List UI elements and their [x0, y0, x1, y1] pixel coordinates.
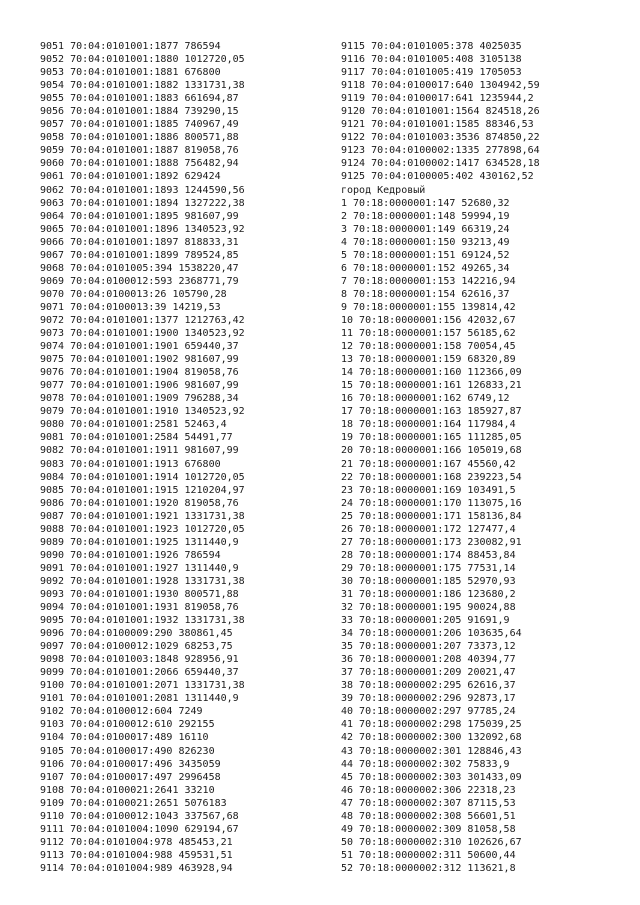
cadastral-row: 9062 70:04:0101001:1893 1244590,56	[40, 184, 245, 196]
cadastral-row: 15 70:18:0000001:161 126833,21	[341, 380, 522, 392]
cadastral-row: 13 70:18:0000001:159 68320,89	[341, 354, 516, 366]
left-column	[40, 40, 330, 875]
cadastral-row: 9063 70:04:0101001:1894 1327222,38	[40, 197, 245, 209]
cadastral-row: 9114 70:04:0101004:989 463928,94	[40, 862, 233, 874]
cadastral-row: 29 70:18:0000001:175 77531,14	[341, 562, 516, 574]
cadastral-row: 9121 70:04:0101001:1585 88346,53	[341, 119, 534, 131]
cadastral-row: 4 70:18:0000001:150 93213,49	[341, 236, 510, 248]
cadastral-row: 9108 70:04:0100021:2641 33210	[40, 784, 215, 796]
cadastral-row: 9053 70:04:0101001:1881 676800	[40, 67, 221, 79]
cadastral-row: 9095 70:04:0101001:1932 1331731,38	[40, 615, 245, 627]
cadastral-row: 5 70:18:0000001:151 69124,52	[341, 249, 510, 261]
cadastral-row: 9092 70:04:0101001:1928 1331731,38	[40, 575, 245, 587]
cadastral-row: 9097 70:04:0100012:1029 68253,75	[40, 641, 233, 653]
cadastral-row: 9085 70:04:0101001:1915 1210204,97	[40, 484, 245, 496]
cadastral-row: 1 70:18:0000001:147 52680,32	[341, 197, 510, 209]
cadastral-row: 9103 70:04:0100012:610 292155	[40, 719, 215, 731]
cadastral-row: 9106 70:04:0100017:496 3435059	[40, 758, 221, 770]
cadastral-row: 9088 70:04:0101001:1923 1012720,05	[40, 523, 245, 535]
cadastral-row: 9117 70:04:0101005:419 1705053	[341, 67, 522, 79]
cadastral-row: 33 70:18:0000001:205 91691,9	[341, 615, 510, 627]
cadastral-row: 9090 70:04:0101001:1926 786594	[40, 549, 221, 561]
cadastral-row: 9102 70:04:0100012:604 7249	[40, 706, 203, 718]
cadastral-row: 21 70:18:0000001:167 45560,42	[341, 458, 516, 470]
cadastral-row: 9105 70:04:0100017:490 826230	[40, 745, 215, 757]
cadastral-row: 9081 70:04:0101001:2584 54491,77	[40, 432, 233, 444]
cadastral-row: 7 70:18:0000001:153 142216,94	[341, 275, 516, 287]
cadastral-row: 28 70:18:0000001:174 88453,84	[341, 549, 516, 561]
cadastral-row: 9055 70:04:0101001:1883 661694,87	[40, 93, 239, 105]
cadastral-row: 9076 70:04:0101001:1904 819058,76	[40, 367, 239, 379]
cadastral-row: 51 70:18:0000002:311 50600,44	[341, 849, 516, 861]
cadastral-row: 6 70:18:0000001:152 49265,34	[341, 262, 510, 274]
cadastral-row: 9111 70:04:0101004:1090 629194,67	[40, 823, 239, 835]
cadastral-row: 9104 70:04:0100017:489 16110	[40, 732, 209, 744]
cadastral-row: 9089 70:04:0101001:1925 1311440,9	[40, 536, 239, 548]
cadastral-row: 8 70:18:0000001:154 62616,37	[341, 288, 510, 300]
cadastral-row: 9 70:18:0000001:155 139814,42	[341, 301, 516, 313]
cadastral-row: 9071 70:04:0100013:39 14219,53	[40, 301, 221, 313]
cadastral-row: 9101 70:04:0101001:2081 1311440,9	[40, 693, 239, 705]
cadastral-row: 32 70:18:0000001:195 90024,88	[341, 602, 516, 614]
cadastral-row: 34 70:18:0000001:206 103635,64	[341, 628, 522, 640]
cadastral-row: 9109 70:04:0100021:2651 5076183	[40, 797, 227, 809]
cadastral-row: 45 70:18:0000002:303 301433,09	[341, 771, 522, 783]
cadastral-row: 9094 70:04:0101001:1931 819058,76	[40, 602, 239, 614]
cadastral-row: 25 70:18:0000001:171 158136,84	[341, 510, 522, 522]
cadastral-row: 9113 70:04:0101004:988 459531,51	[40, 849, 233, 861]
cadastral-row: 10 70:18:0000001:156 42032,67	[341, 314, 516, 326]
cadastral-row: 9086 70:04:0101001:1920 819058,76	[40, 497, 239, 509]
cadastral-row: 24 70:18:0000001:170 113075,16	[341, 497, 522, 509]
right-column	[341, 40, 626, 875]
cadastral-row: 9091 70:04:0101001:1927 1311440,9	[40, 562, 239, 574]
cadastral-row: 35 70:18:0000001:207 73373,12	[341, 641, 516, 653]
cadastral-row: 11 70:18:0000001:157 56185,62	[341, 328, 516, 340]
cadastral-row: 36 70:18:0000001:208 40394,77	[341, 654, 516, 666]
cadastral-row: 9051 70:04:0101001:1877 786594	[40, 41, 221, 52]
cadastral-row: 9066 70:04:0101001:1897 818833,31	[40, 236, 239, 248]
cadastral-row: 27 70:18:0000001:173 230082,91	[341, 536, 522, 548]
cadastral-row: 9110 70:04:0100012:1043 337567,68	[40, 810, 239, 822]
cadastral-row: 46 70:18:0000002:306 22318,23	[341, 784, 516, 796]
cadastral-row: 2 70:18:0000001:148 59994,19	[341, 210, 510, 222]
cadastral-row: 9075 70:04:0101001:1902 981607,99	[40, 354, 239, 366]
cadastral-row: 9069 70:04:0100012:593 2368771,79	[40, 275, 239, 287]
cadastral-row: 9115 70:04:0101005:378 4025035	[341, 41, 522, 52]
cadastral-row: 9064 70:04:0101001:1895 981607,99	[40, 210, 239, 222]
cadastral-row: 49 70:18:0000002:309 81058,58	[341, 823, 516, 835]
cadastral-row: 9080 70:04:0101001:2581 52463,4	[40, 419, 227, 431]
cadastral-row: 52 70:18:0000002:312 113621,8	[341, 862, 516, 874]
cadastral-row: 9073 70:04:0101001:1900 1340523,92	[40, 328, 245, 340]
cadastral-row: 22 70:18:0000001:168 239223,54	[341, 471, 522, 483]
cadastral-row: 9096 70:04:0100009:290 380861,45	[40, 628, 233, 640]
cadastral-row: 9107 70:04:0100017:497 2996458	[40, 771, 221, 783]
cadastral-row: 9119 70:04:0100017:641 1235944,2	[341, 93, 534, 105]
cadastral-row: 40 70:18:0000002:297 97785,24	[341, 706, 516, 718]
cadastral-row: 9112 70:04:0101004:978 485453,21	[40, 836, 233, 848]
cadastral-row: 42 70:18:0000002:300 132092,68	[341, 732, 522, 744]
cadastral-row: 50 70:18:0000002:310 102626,67	[341, 836, 522, 848]
cadastral-row: 9083 70:04:0101001:1913 676800	[40, 458, 221, 470]
section-heading: город Кедровый	[341, 184, 426, 196]
cadastral-row: 18 70:18:0000001:164 117984,4	[341, 419, 516, 431]
cadastral-row: 9060 70:04:0101001:1888 756482,94	[40, 158, 239, 170]
cadastral-row: 9065 70:04:0101001:1896 1340523,92	[40, 223, 245, 235]
cadastral-row: 37 70:18:0000001:209 20021,47	[341, 667, 516, 679]
cadastral-row: 17 70:18:0000001:163 185927,87	[341, 406, 522, 418]
cadastral-row: 38 70:18:0000002:295 62616,37	[341, 680, 516, 692]
cadastral-row: 9099 70:04:0101001:2066 659440,37	[40, 667, 239, 679]
cadastral-row: 20 70:18:0000001:166 105019,68	[341, 445, 522, 457]
cadastral-row: 12 70:18:0000001:158 70054,45	[341, 341, 516, 353]
cadastral-row: 9067 70:04:0101001:1899 789524,85	[40, 249, 239, 261]
cadastral-row: 9079 70:04:0101001:1910 1340523,92	[40, 406, 245, 418]
cadastral-row: 9056 70:04:0101001:1884 739290,15	[40, 106, 239, 118]
cadastral-row: 31 70:18:0000001:186 123680,2	[341, 588, 516, 600]
cadastral-row: 9074 70:04:0101001:1901 659440,37	[40, 341, 239, 353]
cadastral-row: 19 70:18:0000001:165 111285,05	[341, 432, 522, 444]
cadastral-row: 9052 70:04:0101001:1880 1012720,05	[40, 54, 245, 66]
cadastral-row: 9122 70:04:0101003:3536 874850,22	[341, 132, 540, 144]
cadastral-row: 9124 70:04:0100002:1417 634528,18	[341, 158, 540, 170]
cadastral-row: 9068 70:04:0101005:394 1538220,47	[40, 262, 239, 274]
cadastral-row: 9057 70:04:0101001:1885 740967,49	[40, 119, 239, 131]
cadastral-row: 9123 70:04:0100002:1335 277898,64	[341, 145, 540, 157]
cadastral-row: 9078 70:04:0101001:1909 796288,34	[40, 393, 239, 405]
cadastral-row: 30 70:18:0000001:185 52970,93	[341, 575, 516, 587]
cadastral-row: 9118 70:04:0100017:640 1304942,59	[341, 80, 540, 92]
cadastral-row: 41 70:18:0000002:298 175039,25	[341, 719, 522, 731]
cadastral-row: 9120 70:04:0101001:1564 824518,26	[341, 106, 540, 118]
cadastral-row: 9087 70:04:0101001:1921 1331731,38	[40, 510, 245, 522]
cadastral-row: 3 70:18:0000001:149 66319,24	[341, 223, 510, 235]
cadastral-row: 39 70:18:0000002:296 92873,17	[341, 693, 516, 705]
cadastral-row: 23 70:18:0000001:169 103491,5	[341, 484, 516, 496]
cadastral-row: 26 70:18:0000001:172 127477,4	[341, 523, 516, 535]
cadastral-row: 9082 70:04:0101001:1911 981607,99	[40, 445, 239, 457]
cadastral-row: 43 70:18:0000002:301 128846,43	[341, 745, 522, 757]
cadastral-row: 9077 70:04:0101001:1906 981607,99	[40, 380, 239, 392]
cadastral-row: 9098 70:04:0101003:1848 928956,91	[40, 654, 239, 666]
cadastral-row: 9061 70:04:0101001:1892 629424	[40, 171, 221, 183]
cadastral-row: 44 70:18:0000002:302 75833,9	[341, 758, 510, 770]
cadastral-row: 16 70:18:0000001:162 6749,12	[341, 393, 510, 405]
cadastral-row: 9084 70:04:0101001:1914 1012720,05	[40, 471, 245, 483]
cadastral-row: 9054 70:04:0101001:1882 1331731,38	[40, 80, 245, 92]
cadastral-row: 9116 70:04:0101005:408 3105138	[341, 54, 522, 66]
cadastral-row: 9093 70:04:0101001:1930 800571,88	[40, 588, 239, 600]
cadastral-row: 9070 70:04:0100013:26 105790,28	[40, 288, 227, 300]
cadastral-row: 14 70:18:0000001:160 112366,09	[341, 367, 522, 379]
cadastral-row: 47 70:18:0000002:307 87115,53	[341, 797, 516, 809]
cadastral-row: 9058 70:04:0101001:1886 800571,88	[40, 132, 239, 144]
cadastral-row: 9125 70:04:0100005:402 430162,52	[341, 171, 534, 183]
cadastral-row: 9072 70:04:0101001:1377 1212763,42	[40, 314, 245, 326]
cadastral-row: 9100 70:04:0101001:2071 1331731,38	[40, 680, 245, 692]
cadastral-row: 48 70:18:0000002:308 56601,51	[341, 810, 516, 822]
cadastral-row: 9059 70:04:0101001:1887 819058,76	[40, 145, 239, 157]
